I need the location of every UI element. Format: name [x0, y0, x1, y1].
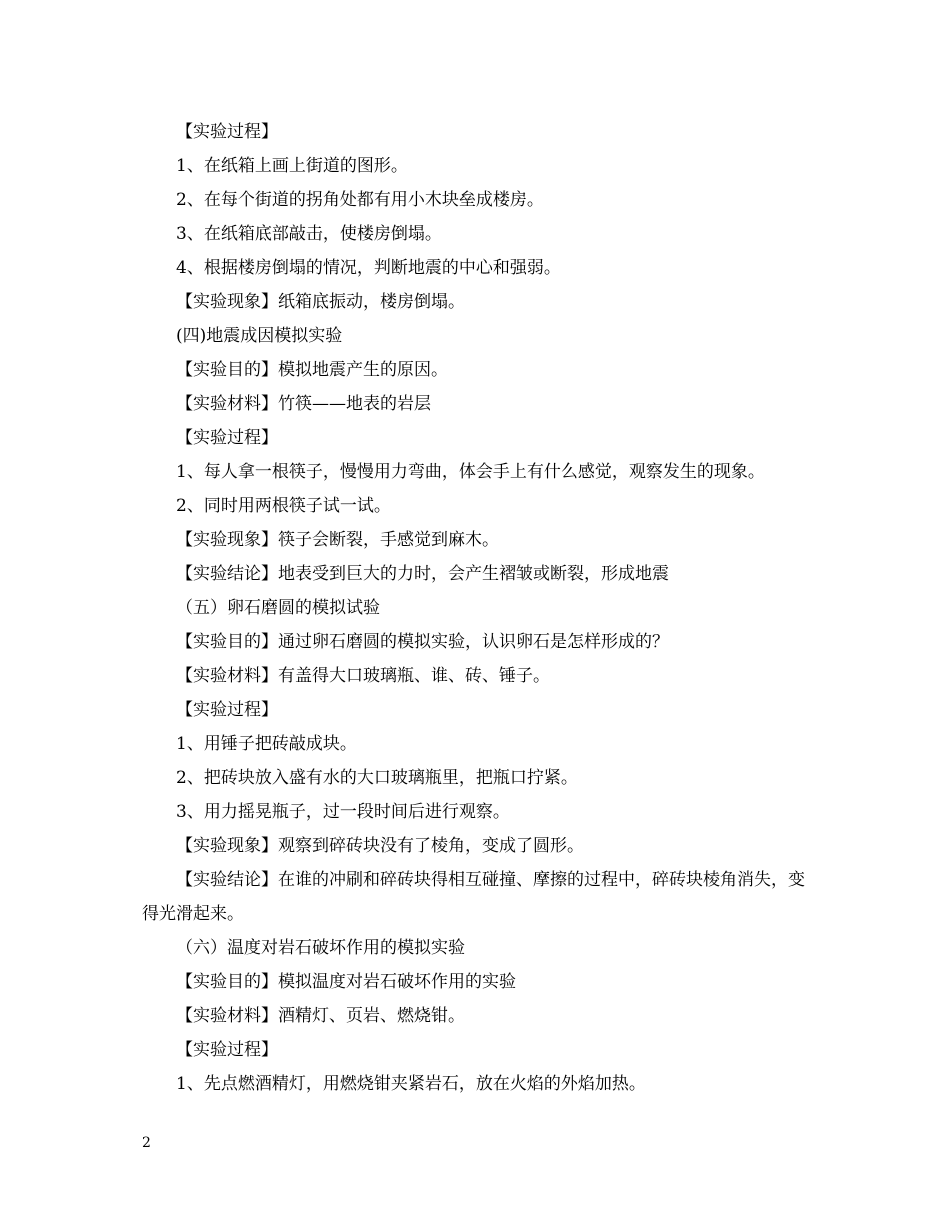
- paragraph: 【实验材料】竹筷——地表的岩层: [176, 394, 431, 414]
- document-body: [142, 115, 818, 1101]
- paragraph: 【实验目的】通过卵石磨圆的模拟实验，认识卵石是怎样形成的？: [176, 632, 669, 652]
- paragraph: 1、在纸箱上画上街道的图形。: [176, 156, 408, 176]
- paragraph: 【实验结论】地表受到巨大的力时，会产生褶皱或断裂，形成地震: [176, 564, 669, 584]
- paragraph: 【实验现象】纸箱底振动，楼房倒塌。: [176, 292, 465, 312]
- paragraph: 【实验现象】筷子会断裂，手感觉到麻木。: [176, 530, 499, 550]
- paragraph: 2、同时用两根筷子试一试。: [176, 496, 391, 516]
- paragraph: 【实验过程】: [176, 1040, 278, 1060]
- paragraph: 1、每人拿一根筷子，慢慢用力弯曲，体会手上有什么感觉，观察发生的现象。: [176, 462, 765, 482]
- paragraph: 【实验材料】有盖得大口玻璃瓶、谁、砖、锤子。: [176, 666, 550, 686]
- paragraph: 2、把砖块放入盛有水的大口玻璃瓶里，把瓶口拧紧。: [176, 768, 578, 788]
- paragraph: 【实验过程】: [176, 428, 278, 448]
- paragraph: 1、用锤子把砖敲成块。: [176, 734, 357, 754]
- section-heading: （五）卵石磨圆的模拟试验: [176, 598, 380, 618]
- paragraph: 【实验现象】观察到碎砖块没有了棱角，变成了圆形。: [176, 836, 584, 856]
- paragraph: 【实验过程】: [176, 122, 278, 142]
- section-heading: （六）温度对岩石破坏作用的模拟实验: [176, 938, 465, 958]
- section-heading: (四)地震成因模拟实验: [176, 326, 343, 346]
- paragraph: 2、在每个街道的拐角处都有用小木块垒成楼房。: [176, 190, 544, 210]
- page-number: 2: [142, 1135, 151, 1151]
- paragraph: 【实验结论】在谁的冲刷和碎砖块得相互碰撞、摩擦的过程中，碎砖块棱角消失，变得光滑起来。: [142, 870, 805, 924]
- paragraph: 3、用力摇晃瓶子，过一段时间后进行观察。: [176, 802, 510, 822]
- paragraph: 3、在纸箱底部敲击，使楼房倒塌。: [176, 224, 442, 244]
- paragraph: 【实验目的】模拟温度对岩石破坏作用的实验: [176, 972, 516, 992]
- paragraph: 【实验过程】: [176, 700, 278, 720]
- paragraph: 1、先点燃酒精灯，用燃烧钳夹紧岩石，放在火焰的外焰加热。: [176, 1074, 646, 1094]
- paragraph: 【实验目的】模拟地震产生的原因。: [176, 360, 448, 380]
- paragraph: 【实验材料】酒精灯、页岩、燃烧钳。: [176, 1006, 465, 1026]
- paragraph: 4、根据楼房倒塌的情况，判断地震的中心和强弱。: [176, 258, 561, 278]
